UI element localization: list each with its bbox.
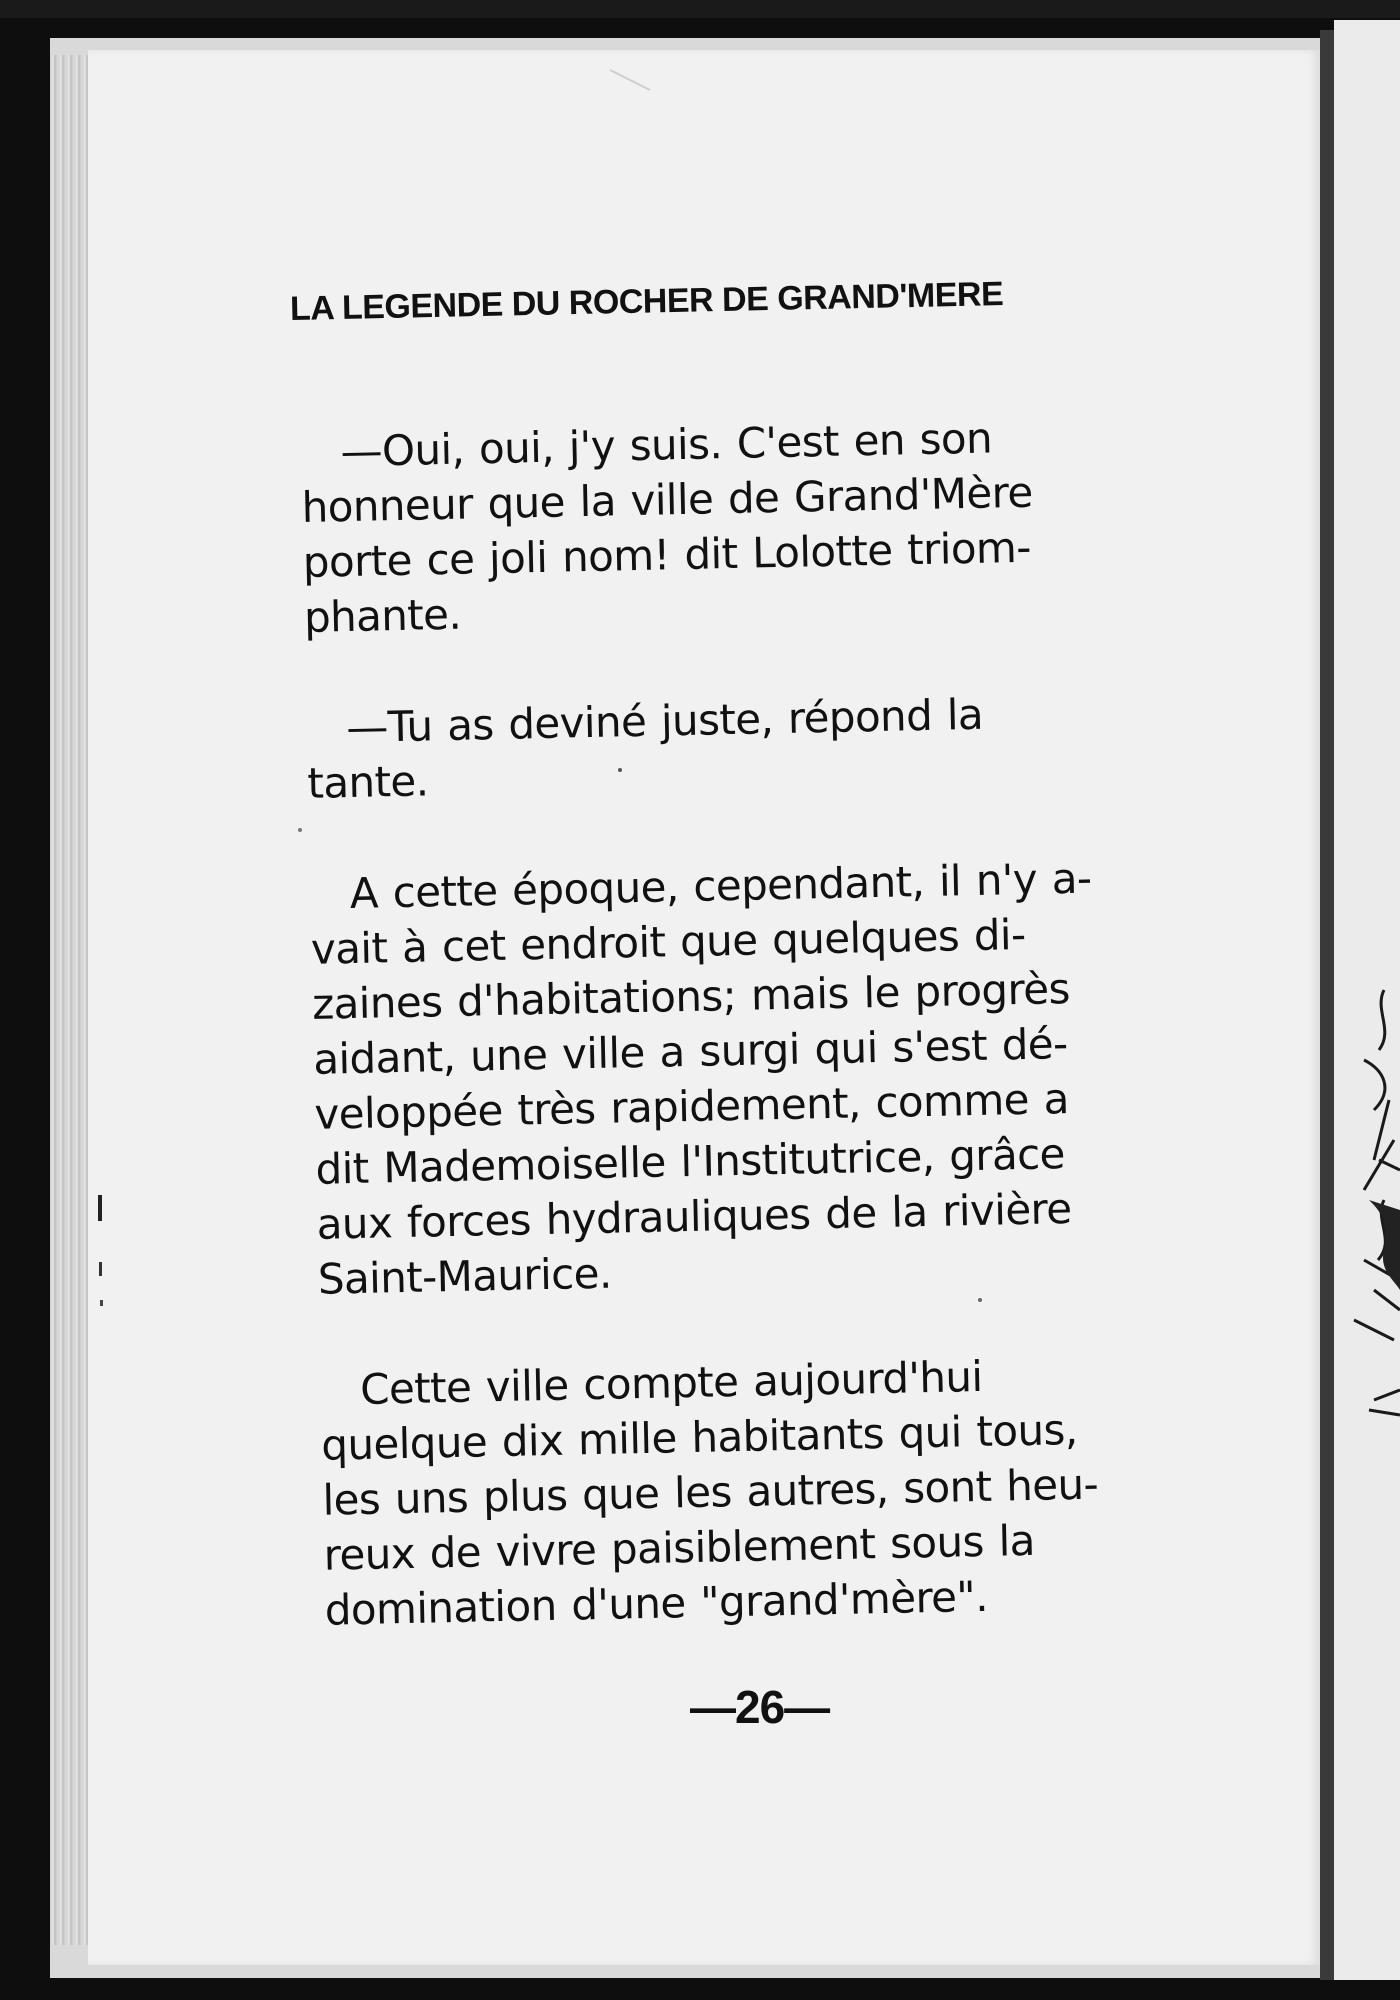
page-number: —26— [690, 1681, 830, 1733]
text-line: veloppée très rapidement, comme a [313, 1074, 1070, 1139]
text-line: A cette époque, cependant, il n'y a- [349, 853, 1092, 919]
body-text [300, 407, 1176, 1694]
text-line: phante. [303, 589, 462, 642]
text-line: aidant, une ville a surgi qui s'est dé- [312, 1019, 1069, 1084]
text-line: Saint-Maurice. [317, 1248, 613, 1304]
paragraph [306, 683, 1158, 811]
running-head: LA LEGENDE DU ROCHER DE GRAND'MERE [289, 275, 1004, 328]
text-line: tante. [306, 756, 429, 808]
text-line: honneur que la ville de Grand'Mère [301, 467, 1034, 532]
text-line: aux forces hydrauliques de la rivière [316, 1184, 1072, 1249]
book-gutter [1320, 30, 1334, 1980]
text-line: porte ce joli nom! dit Lolotte triom- [302, 522, 1032, 587]
text-line: domination d'une "grand'mère". [324, 1571, 989, 1635]
paragraph [320, 1345, 1176, 1638]
text-line: —Oui, oui, j'y suis. C'est en son [340, 413, 993, 477]
text-line: les uns plus que les autres, sont heu- [322, 1459, 1099, 1525]
facing-page-illustration [1334, 960, 1400, 1460]
text-line: Cette ville compte aujourd'hui [359, 1351, 983, 1414]
text-line: zaines d'habitations; mais le progrès [311, 964, 1071, 1029]
text-line: vait à cet endroit que quelques di- [310, 909, 1027, 974]
paragraph [300, 407, 1154, 645]
text-line: dit Mademoiselle l'Institutrice, grâce [315, 1129, 1066, 1194]
paragraph [309, 849, 1168, 1307]
text-line: quelque dix mille habitants qui tous, [320, 1404, 1078, 1470]
text-line: reux de vivre paisiblement sous la [323, 1515, 1036, 1580]
scan-top-edge [0, 0, 1400, 18]
text-line: —Tu as deviné juste, répond la [345, 689, 984, 753]
